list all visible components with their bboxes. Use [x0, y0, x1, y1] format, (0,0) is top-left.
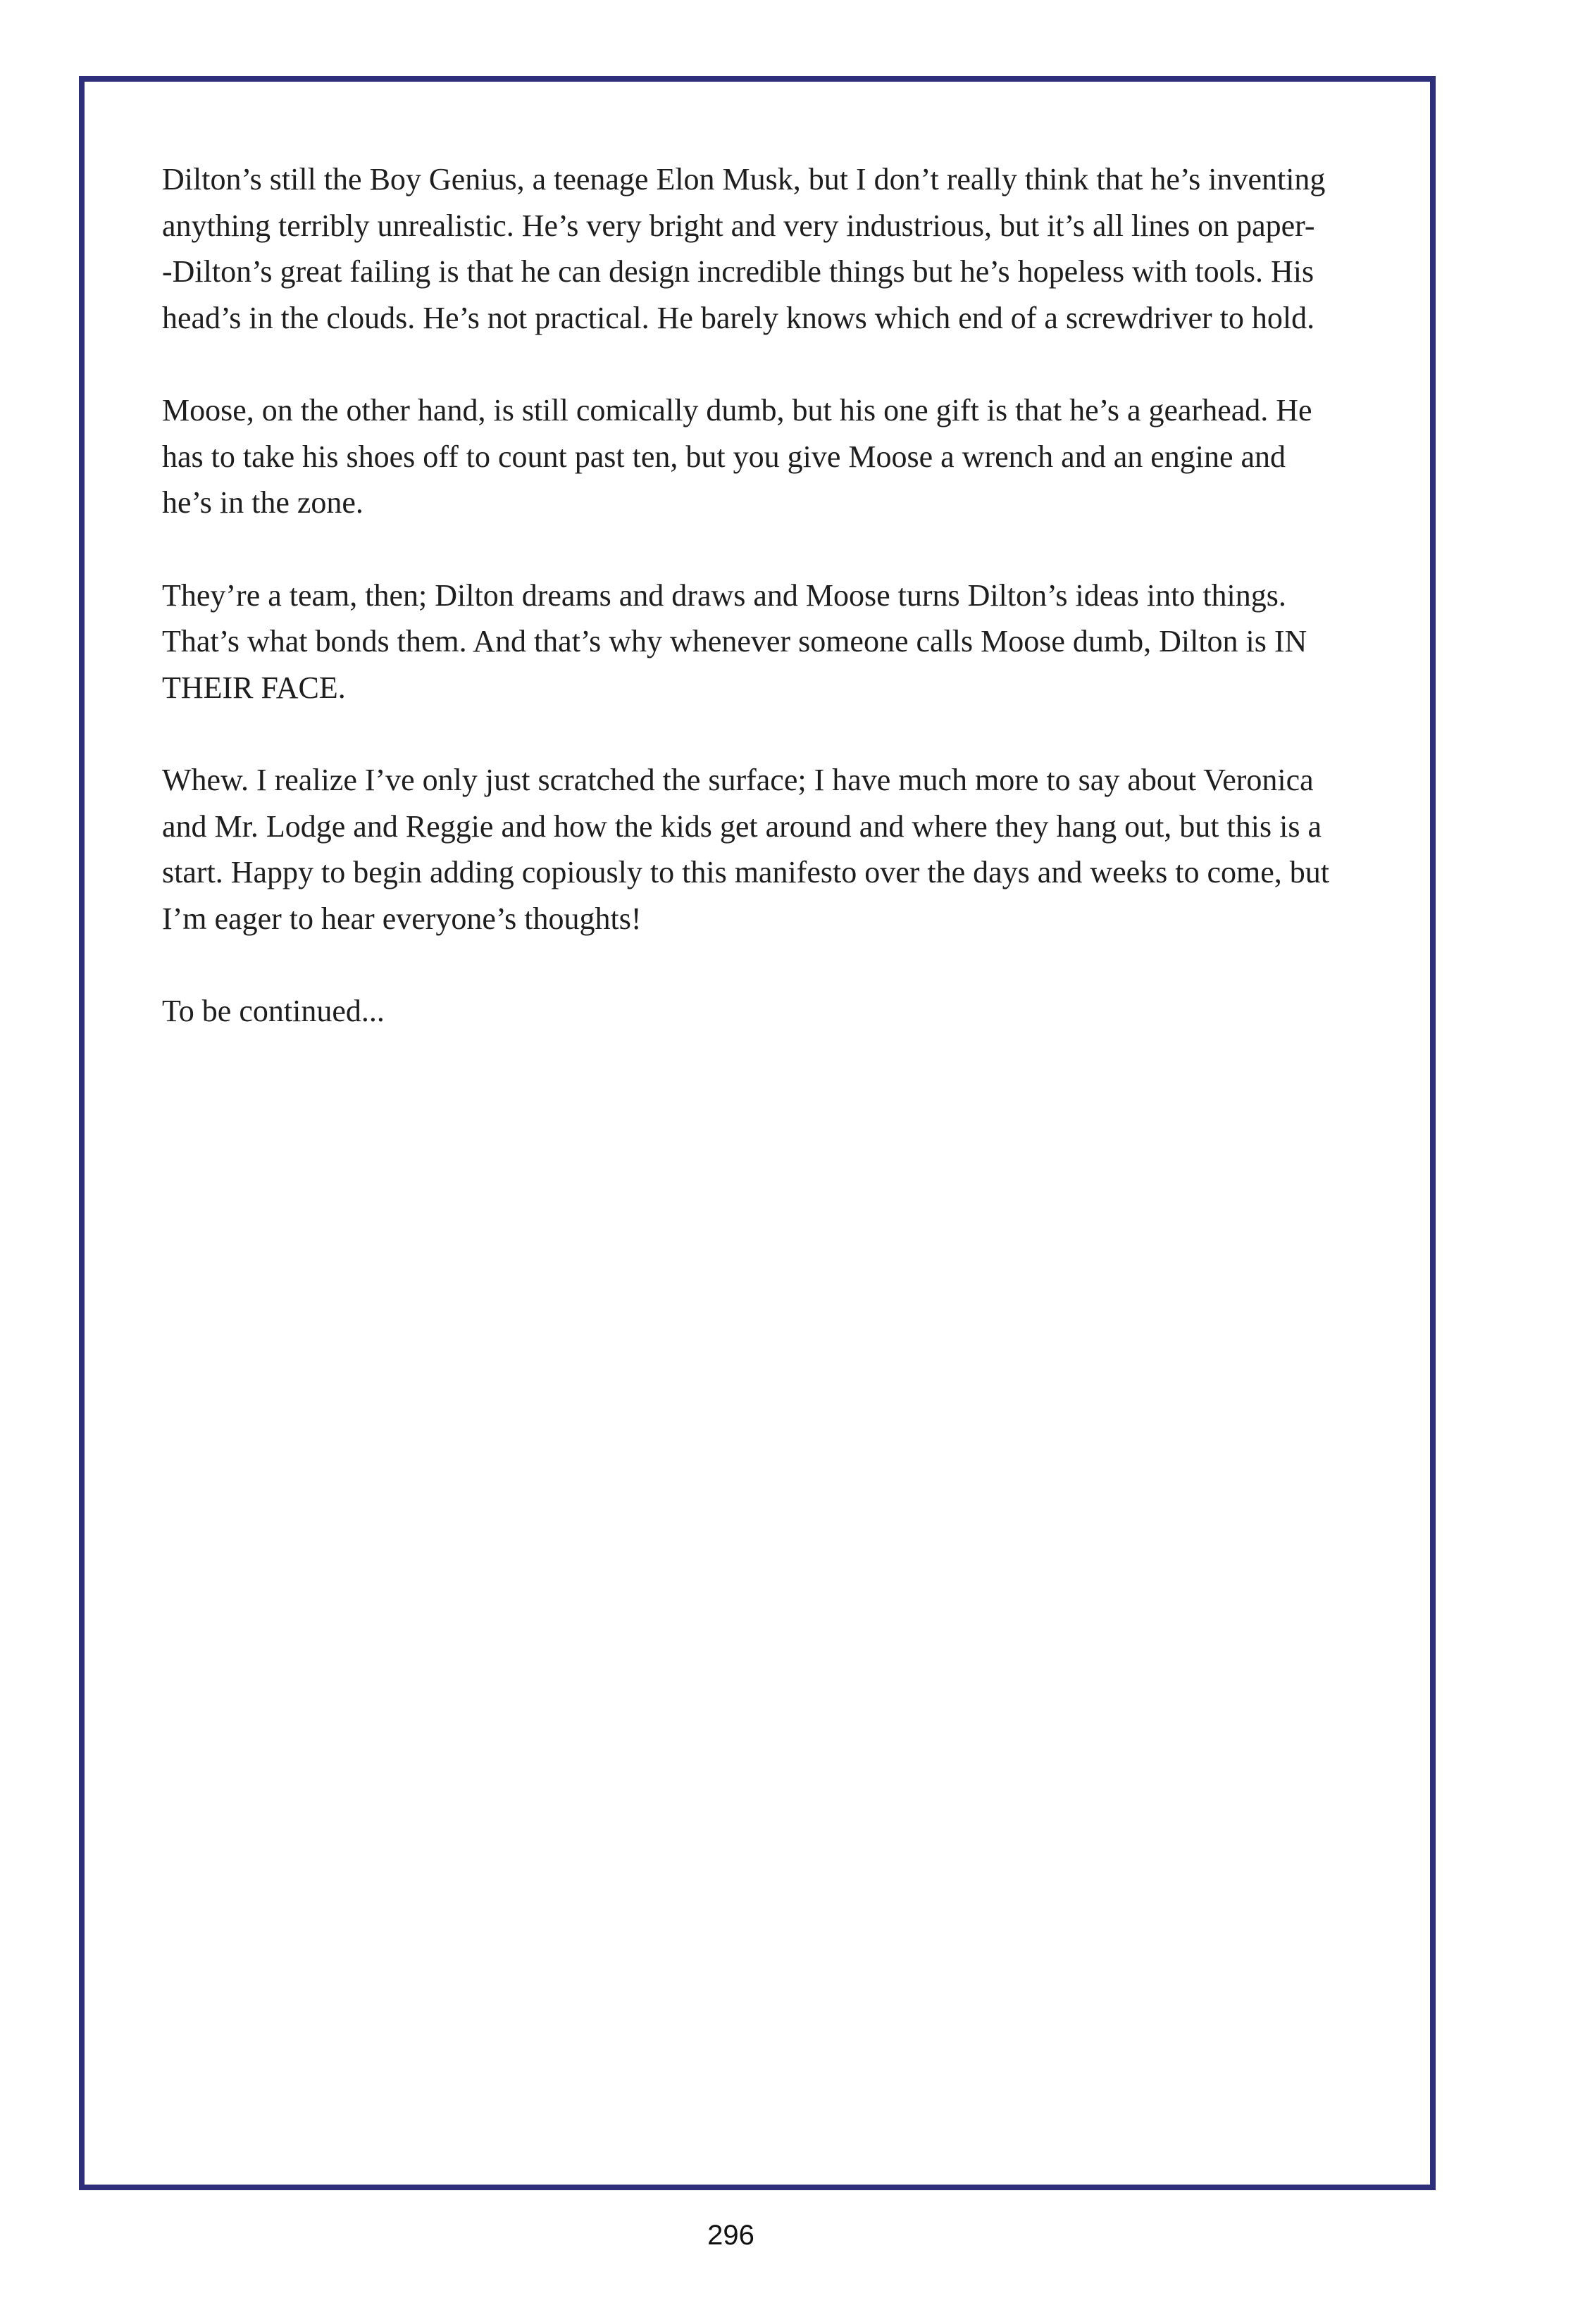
paragraph-whew — [162, 757, 1374, 942]
paragraph-dilton — [162, 156, 1374, 341]
text-line: Dilton’s still the Boy Genius, a teenage Elon Musk, but I don’t really think that he’s inventing — [162, 162, 1326, 196]
page-number: 296 — [707, 2220, 754, 2251]
paragraph-team — [162, 573, 1374, 711]
paragraph-to-be-continued — [162, 988, 1374, 1035]
text-line: -Dilton’s great failing is that he can design incredible things but he’s hopeless with tools. His — [162, 254, 1314, 289]
paragraph-moose — [162, 387, 1374, 526]
text-line: THEIR FACE. — [162, 670, 346, 705]
text-line: Whew. I realize I’ve only just scratched the surface; I have much more to say about Veronica — [162, 763, 1314, 797]
text-line: That’s what bonds them. And that’s why whenever someone calls Moose dumb, Dilton is IN — [162, 624, 1307, 658]
text-line: Moose, on the other hand, is still comically dumb, but his one gift is that he’s a gearhead. He — [162, 393, 1312, 427]
text-line: head’s in the clouds. He’s not practical. He barely knows which end of a screwdriver to hold. — [162, 300, 1315, 335]
text-line: he’s in the zone. — [162, 485, 363, 520]
text-line: They’re a team, then; Dilton dreams and draws and Moose turns Dilton’s ideas into things. — [162, 577, 1286, 613]
text-line: anything terribly unrealistic. He’s very bright and very industrious, but it’s all lines on paper- — [162, 208, 1315, 243]
text-line: start. Happy to begin adding copiously to this manifesto over the days and weeks to come, but — [162, 855, 1330, 889]
text-line: and Mr. Lodge and Reggie and how the kids get around and where they hang out, but this is a — [162, 808, 1322, 844]
page-body — [162, 156, 1374, 1081]
text-line: I’m eager to hear everyone’s thoughts! — [162, 901, 642, 936]
text-line: To be continued... — [162, 994, 385, 1028]
text-line: has to take his shoes off to count past ten, but you give Moose a wrench and an engine and — [162, 439, 1286, 474]
